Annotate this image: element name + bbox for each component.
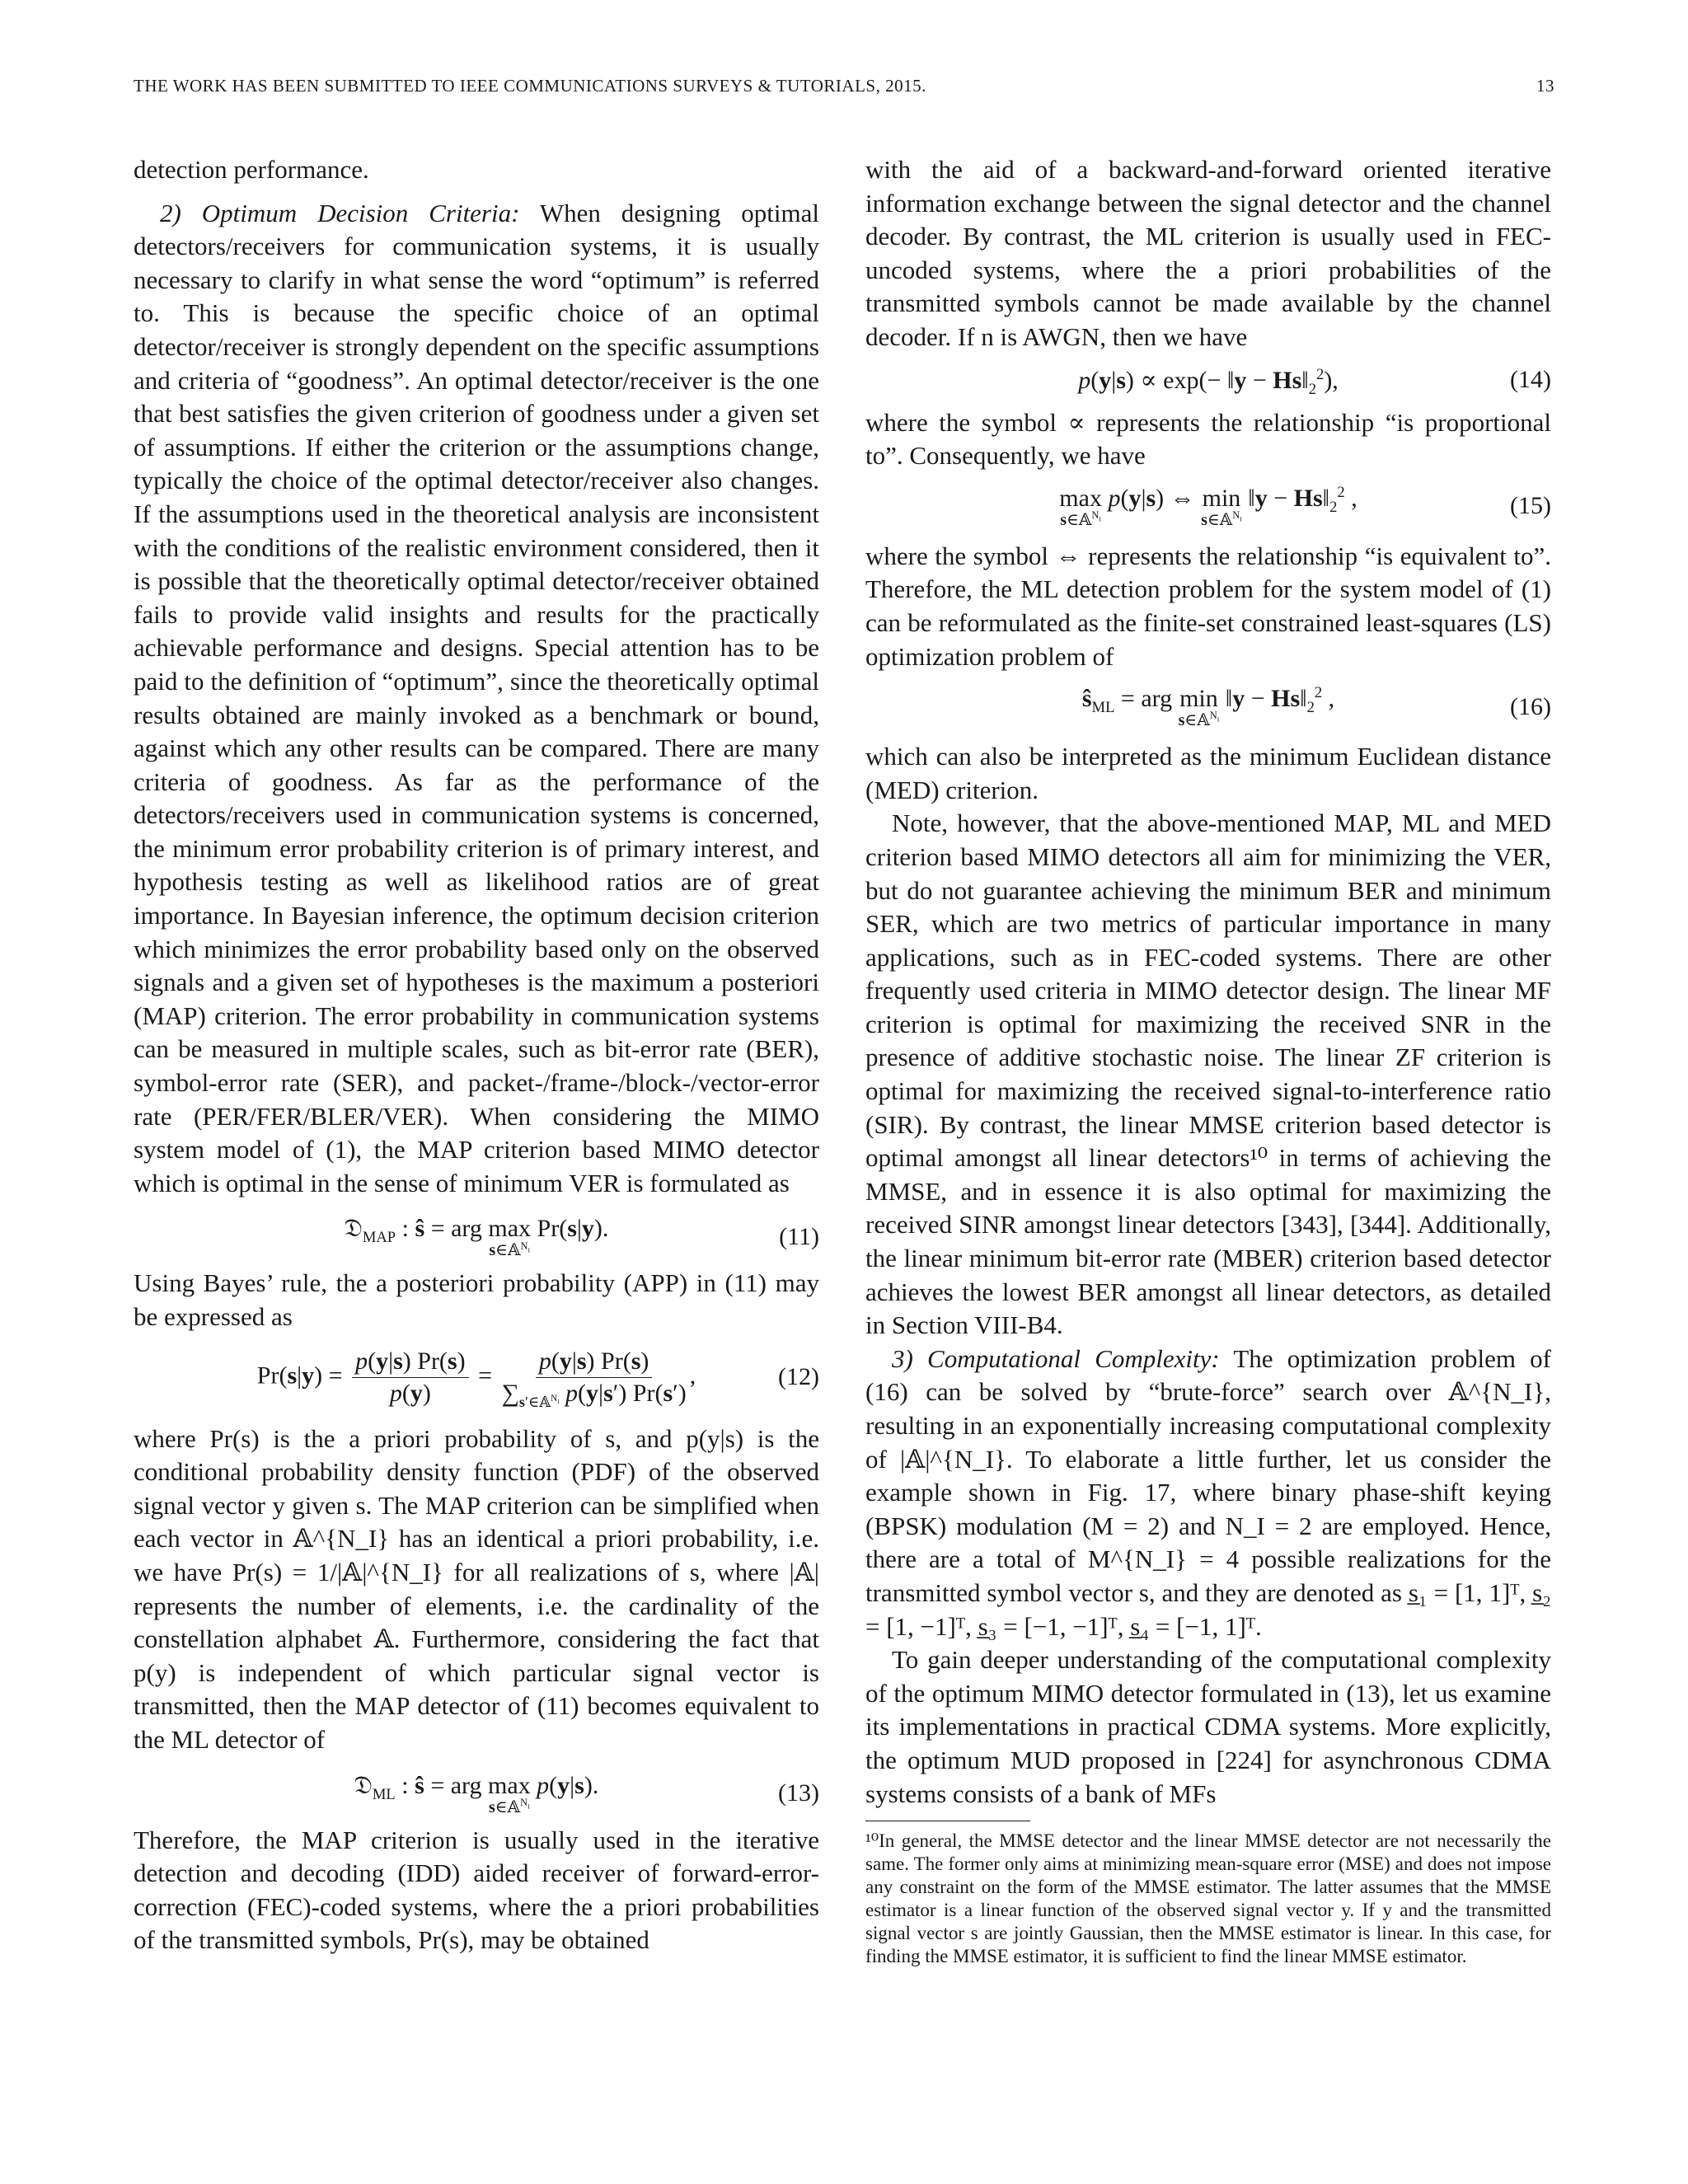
equation-15-body: max s∈𝔸$^{N_I}$ p(y|s) ⇔ min s∈𝔸$^{N_I}$ ‖y − $Hs‖_2^2$ ,: [1059, 483, 1357, 529]
equation-14-number: (14): [1510, 366, 1551, 394]
section-heading-optimum-decision-criteria: 2) Optimum Decision Criteria:: [160, 198, 520, 227]
paragraph-med-criterion: which can also be interpreted as the minimum Euclidean distance (MED) criterion.: [865, 742, 1551, 804]
equation-12: [134, 1347, 819, 1408]
equation-12-body: Pr(s|y) = $\frac{p(y|s) Pr(s)}{p(y)}$ = $\frac{p(y|s) Pr(s)}{\sum_{s'\in 𝔸^{N_I}} p(y|s') Pr(s')}$ ,: [256, 1347, 696, 1410]
running-title: THE WORK HAS BEEN SUBMITTED TO IEEE COMMUNICATIONS SURVEYS & TUTORIALS, 2015.: [134, 76, 926, 96]
equation-13-number: (13): [778, 1779, 819, 1807]
equation-14: [865, 365, 1551, 398]
paragraph-note-detectors: Note, however, that the above-mentioned MAP, ML and MED criterion based MIMO detectors all aim for minimizing the VER, but do not guarantee achieving the minimum BER and minimum SER, which are two metrics of particular importance in many applications, such as in FEC-coded systems. There are other frequently used criteria in MIMO detector design. The linear MF criterion is optimal for maximizing the received SNR in the presence of additive stochastic noise. The linear ZF criterion is optimal for maximizing the received signal-to-interference ratio (SIR). By contrast, the linear MMSE criterion based detector is optimal amongst all linear detectors¹⁰ in terms of achieving the MMSE, and in essence it is also optimal for maximizing the received SINR amongst linear detectors [343], [344]. Additionally, the linear minimum bit-error rate (MBER) criterion based detector achieves the lowest BER amongst all linear detectors, as detailed in Section VIII-B4.: [865, 808, 1551, 1340]
paragraph-detection-performance: detection performance.: [134, 155, 369, 184]
paragraph-bayes-rule: Using Bayes’ rule, the a posteriori probability (APP) in (11) may be expressed as: [134, 1268, 819, 1331]
equation-15-number: (15): [1510, 492, 1551, 520]
equation-11: [134, 1215, 819, 1258]
equation-13-body: 𝔇$_{ML}$ : ŝ = arg max s∈𝔸$^{N_I}$ p(y|s).: [354, 1771, 599, 1816]
equation-12-number: (12): [778, 1363, 819, 1391]
footnote-10: ¹⁰In general, the MMSE detector and the linear MMSE detector are not necessarily the same. The former only aims at minimizing mean-square error (MSE) and does not impose any constraint on the form of the MMSE estimator. The latter assumes that the MMSE estimator is a linear function of the observed signal vector y. If y and the transmitted signal vector s are jointly Gaussian, then the MMSE estimator is linear. In this case, for finding the MMSE estimator, it is sufficient to find the linear MMSE estimator.: [865, 1830, 1551, 1967]
paragraph-equivalent-symbol: where the symbol ⇔ represents the relationship “is equivalent to”. Therefore, the ML detection problem for the system model of (1) can be reformulated as the finite-set constrained least-squares (LS) optimization problem of: [865, 541, 1551, 671]
paragraph-a-priori-probability: where Pr(s) is the a priori probability of s, and p(y|s) is the conditional probability density function (PDF) of the observed signal vector y given s. The MAP criterion can be simplified when each vector in 𝔸^{N_I} has an identical a priori probability, i.e. we have Pr(s) = 1/|𝔸|^{N_I} for all realizations of s, where |𝔸| represents the number of elements, i.e. the cardinality of the constellation alphabet 𝔸. Furthermore, considering the fact that p(y) is independent of which particular signal vector is transmitted, then the MAP detector of (11) becomes equivalent to the ML detector of: [134, 1423, 819, 1754]
section-text-computational-complexity: The optimization problem of (16) can be solved by “brute-force” search over 𝔸^{N_I}, resulting in an exponentially increasing computational complexity of |𝔸|^{N_I}. To elaborate a little further, let us consider the example shown in Fig. 17, where binary phase-shift keying (BPSK) modulation (M = 2) and N_I = 2 are employed. Hence, there are a total of M^{N_I} = 4 possible realizations for the transmitted symbol vector s, and they are denoted as s̲₁ = [1, 1]ᵀ, s̲₂ = [1, −1]ᵀ, s̲₃ = [−1, −1]ᵀ, s̲₄ = [−1, 1]ᵀ.: [865, 1343, 1551, 1641]
equation-16-body: $ŝ_{ML}$ = arg min s∈𝔸$^{N_I}$ ‖y − $Hs‖_2^2$ ,: [1081, 684, 1335, 730]
section-text-optimum-decision-criteria: When designing optimal detectors/receivers for communication systems, it is usually necessary to clarify in what sense the word “optimum” is referred to. This is because the specific choice of an optimal detector/receiver is strongly dependent on the specific assumptions and criteria of “goodness”. An optimal detector/receiver is the one that best satisfies the given criterion of goodness under a given set of assumptions. If either the criterion or the assumptions change, typically the choice of the optimal detector/receiver also changes. If the assumptions used in the theoretical analysis are inconsistent with the conditions of the realistic environment considered, then it is possible that the theoretically optimal detector/receiver obtained fails to provide valid insights and results for the practically achievable performance and designs. Special attention has to be paid to the definition of “optimum”, since the theoretically optimal results obtained are mainly invoked as a benchmark or bound, against which any other results can be compared. There are many criteria of goodness. As far as the performance of the detectors/receivers used in communication systems is concerned, the minimum error probability criterion is of primary interest, and hypothesis testing as well as likelihood ratios are of great importance. In Bayesian inference, the optimum decision criterion which minimizes the error probability based only on the observed signals and a given set of hypotheses is the maximum a posteriori (MAP) criterion. The error probability in communication systems can be measured in multiple scales, such as bit-error rate (BER), symbol-error rate (SER), and packet-/frame-/block-/vector-error rate (PER/FER/BLER/VER). When considering the MIMO system model of (1), the MAP criterion based MIMO detector which is optimal in the sense of minimum VER is formulated as: [134, 198, 819, 1197]
left-column: [134, 153, 819, 1957]
equation-11-body: 𝔇$_{MAP}$ : ŝ = arg max s∈𝔸$^{N_I}$ Pr(s|y).: [344, 1215, 609, 1260]
equation-15: [865, 485, 1551, 528]
page-number: 13: [1536, 76, 1554, 96]
equation-16: [865, 685, 1551, 729]
paragraph-cdma-systems: To gain deeper understanding of the computational complexity of the optimum MIMO detector formulated in (13), let us examine its implementations in practical CDMA systems. More explicitly, the optimum MUD proposed in [224] for asynchronous CDMA systems consists of a bank of MFs: [865, 1645, 1551, 1808]
equation-13: [134, 1772, 819, 1816]
paragraph-idd-receiver: Therefore, the MAP criterion is usually used in the iterative detection and decoding (IDD) aided receiver of forward-error-correction (FEC)-coded systems, where the a priori probabilities of the transmitted symbols, Pr(s), may be obtained: [134, 1825, 819, 1955]
paragraph-optimum-decision-criteria: [134, 197, 819, 1201]
section-heading-computational-complexity: 3) Computational Complexity:: [892, 1343, 1220, 1373]
equation-16-number: (16): [1510, 692, 1551, 720]
running-header: [134, 76, 1554, 109]
paragraph-proportional-symbol: where the symbol ∝ represents the relationship “is proportional to”. Consequently, we have: [865, 407, 1551, 471]
paragraph-computational-complexity: [865, 1343, 1551, 1643]
equation-11-number: (11): [779, 1222, 819, 1250]
right-column: [865, 153, 1551, 1968]
paragraph-iterative-information-exchange: with the aid of a backward-and-forward oriented iterative information exchange between the signal detector and the channel decoder. By contrast, the ML criterion is usually used in FEC-uncoded systems, where the a priori probabilities of the transmitted symbols cannot be made available by the channel decoder. If n is AWGN, then we have: [865, 155, 1551, 351]
equation-14-body: p(y|s) ∝ exp(− ‖y − $Hs‖_2^2$),: [1078, 365, 1339, 398]
